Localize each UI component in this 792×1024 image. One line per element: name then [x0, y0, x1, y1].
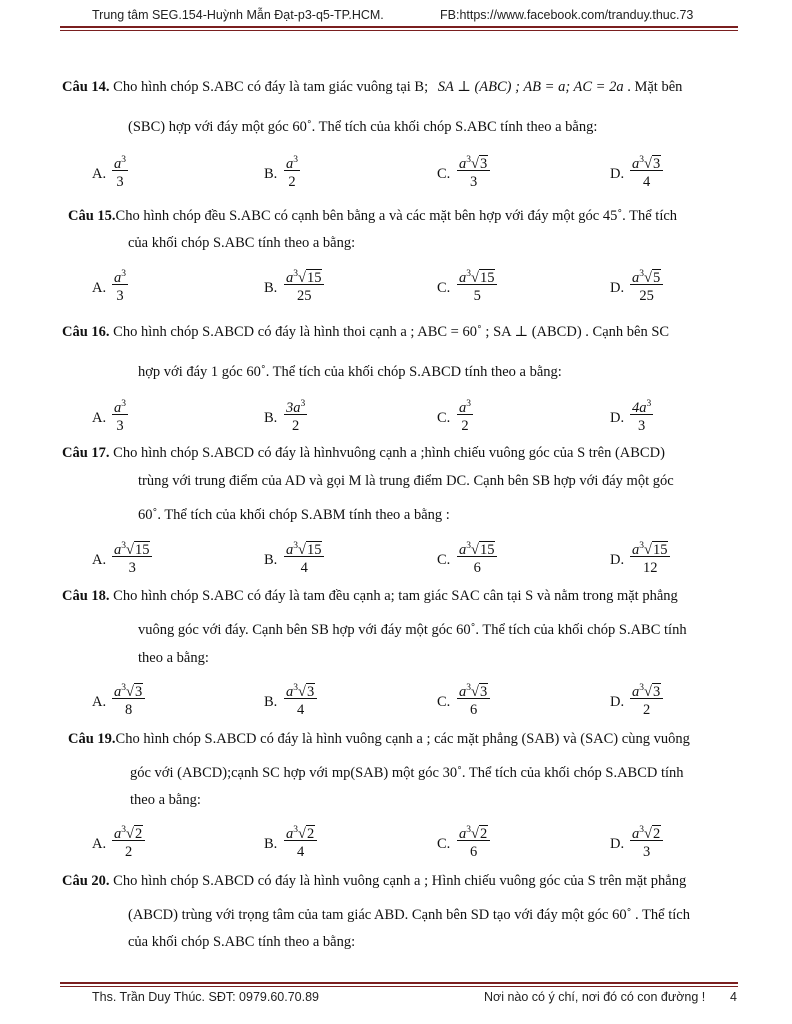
numerator-exponent: 3 — [121, 683, 126, 693]
numerator-base: a — [632, 541, 640, 558]
q19-label: Câu 19. — [68, 731, 116, 747]
q14-line2: (SBC) hợp với đáy một góc 60˚. Thể tích của khối chóp S.ABC tính theo a bằng: — [128, 119, 598, 135]
option-fraction — [112, 820, 145, 861]
sqrt-icon: √2 — [298, 825, 315, 842]
sqrt-icon: √2 — [471, 825, 488, 842]
option-fraction — [284, 264, 324, 305]
numerator-exponent: 3 — [466, 155, 471, 165]
numerator-base: a — [459, 683, 467, 700]
q17-text: Cho hình chóp S.ABCD có đáy là hìnhvuông cạnh a ;hình chiếu vuông góc của S trên (ABCD) — [113, 445, 665, 461]
numerator-base: 3a — [286, 399, 301, 416]
fraction-denominator: 3 — [116, 418, 124, 434]
fraction-denominator: 2 — [124, 844, 133, 860]
numerator-exponent: 3 — [121, 155, 126, 165]
option-fraction — [112, 150, 128, 191]
radicand: 3 — [306, 683, 315, 700]
fraction-numerator — [284, 150, 300, 170]
option-label: B. — [264, 166, 278, 182]
option-label: C. — [437, 694, 451, 710]
numerator-exponent: 3 — [466, 541, 471, 551]
numerator-base: a — [459, 155, 467, 172]
q14-line1 — [62, 80, 682, 95]
fraction-denominator: 2 — [292, 418, 300, 434]
header-facebook: FB:https://www.facebook.com/tranduy.thuc.73 — [440, 8, 694, 22]
q16-line2: hợp với đáy 1 góc 60˚. Thể tích của khối chóp S.ABCD tính theo a bằng: — [138, 364, 562, 380]
fraction-denominator: 3 — [469, 174, 478, 190]
numerator-base: a — [286, 541, 294, 558]
numerator-base: a — [632, 825, 640, 842]
option-fraction — [284, 678, 317, 719]
option-label: B. — [264, 836, 278, 852]
sqrt-icon: √15 — [126, 541, 150, 558]
sqrt-icon: √2 — [644, 825, 661, 842]
sqrt-icon: √15 — [298, 269, 322, 286]
fraction-denominator: 2 — [461, 418, 469, 434]
numerator-base: a — [286, 825, 294, 842]
q17-line2: trùng với trung điểm của AD và gọi M là trung điểm DC. Cạnh bên SB hợp với đáy một góc — [138, 473, 674, 489]
option-label: C. — [437, 836, 451, 852]
fraction-numerator — [284, 264, 324, 284]
fraction-denominator: 3 — [116, 288, 124, 304]
numerator-exponent: 3 — [646, 399, 652, 409]
q19-line1 — [68, 732, 690, 747]
sqrt-icon: √5 — [644, 269, 661, 286]
option-fraction — [112, 264, 128, 305]
sqrt-icon: √15 — [471, 269, 495, 286]
option-label: A. — [92, 552, 107, 568]
numerator-base: a — [286, 683, 294, 700]
option-fraction — [630, 150, 663, 191]
option-fraction — [284, 150, 300, 191]
sqrt-icon: √3 — [298, 683, 315, 700]
fraction-denominator: 4 — [642, 174, 651, 190]
radicand: 15 — [306, 541, 322, 558]
numerator-exponent: 3 — [293, 683, 298, 693]
q16-text: Cho hình chóp S.ABCD có đáy là hình thoi cạnh a ; ABC = 60˚ ; SA ⊥ (ABCD) . Cạnh bên SC — [113, 324, 670, 340]
q19-text: Cho hình chóp S.ABCD có đáy là hình vuông cạnh a ; các mặt phẳng (SAB) và (SAC) cùng vuông — [115, 731, 690, 747]
q19-line3: theo a bằng: — [130, 792, 201, 808]
option-label: D. — [610, 694, 625, 710]
q20-line1 — [62, 874, 686, 889]
fraction-numerator — [457, 536, 497, 556]
numerator-base: a — [632, 155, 640, 172]
option-fraction — [630, 394, 653, 435]
option-fraction — [457, 678, 490, 719]
fraction-denominator: 3 — [128, 560, 136, 576]
option-fraction — [284, 394, 307, 435]
radicand: 15 — [479, 541, 495, 558]
fraction-denominator: 6 — [469, 844, 478, 860]
fraction-numerator — [284, 678, 317, 698]
radicand: 2 — [479, 825, 488, 842]
q18-label: Câu 18. — [62, 588, 110, 604]
option-label: C. — [437, 552, 451, 568]
radicand: 2 — [306, 825, 315, 842]
numerator-base: a — [114, 683, 122, 700]
radicand: 15 — [652, 541, 668, 558]
numerator-base: a — [114, 155, 122, 172]
numerator-base: a — [114, 825, 122, 842]
q20-label: Câu 20. — [62, 873, 110, 889]
q14-math: SA ⊥ (ABC) ; AB = a; AC = 2a — [437, 79, 624, 95]
fraction-numerator — [457, 394, 473, 414]
numerator-exponent: 3 — [300, 399, 306, 409]
option-label: D. — [610, 280, 625, 296]
radicand: 15 — [479, 269, 495, 286]
footer-rule — [60, 982, 738, 984]
q18-line1 — [62, 589, 678, 604]
option-fraction — [284, 536, 324, 577]
numerator-exponent: 3 — [293, 155, 298, 165]
sqrt-icon: √3 — [644, 683, 661, 700]
footer-author: Ths. Trần Duy Thúc. SĐT: 0979.60.70.89 — [92, 990, 319, 1004]
radicand: 2 — [134, 825, 143, 842]
page-number: 4 — [730, 990, 737, 1004]
footer-motto: Nơi nào có ý chí, nơi đó có con đường ! — [484, 990, 706, 1004]
numerator-exponent: 3 — [466, 269, 471, 279]
numerator-base: a — [632, 683, 640, 700]
q18-line3: theo a bằng: — [138, 650, 209, 666]
numerator-exponent: 3 — [121, 399, 126, 409]
numerator-exponent: 3 — [466, 825, 471, 835]
sqrt-icon: √15 — [298, 541, 322, 558]
numerator-base: a — [286, 269, 294, 286]
q19-line2: góc với (ABCD);cạnh SC hợp với mp(SAB) một góc 30˚. Thể tích của khối chóp S.ABCD tính — [130, 765, 684, 781]
q15-line1 — [68, 209, 677, 224]
option-label: D. — [610, 552, 625, 568]
numerator-base: a — [459, 399, 467, 416]
numerator-exponent: 3 — [639, 541, 644, 551]
option-label: B. — [264, 694, 278, 710]
fraction-numerator — [630, 264, 663, 284]
sqrt-icon: √3 — [644, 155, 661, 172]
option-label: B. — [264, 280, 278, 296]
option-fraction — [457, 820, 490, 861]
q20-text: Cho hình chóp S.ABCD có đáy là hình vuông cạnh a ; Hình chiếu vuông góc của S trên mặt phẳng — [113, 873, 687, 889]
numerator-exponent: 3 — [121, 269, 126, 279]
q16-line1 — [62, 325, 669, 340]
option-label: B. — [264, 552, 278, 568]
q14-text: Cho hình chóp S.ABC có đáy là tam giác vuông tại B; — [113, 79, 429, 95]
radicand: 3 — [479, 155, 488, 172]
numerator-base: a — [632, 269, 640, 286]
radicand: 3 — [652, 155, 661, 172]
q17-line3: 60˚. Thể tích của khối chóp S.ABM tính theo a bằng : — [138, 507, 450, 523]
fraction-denominator: 3 — [642, 844, 651, 860]
option-label: D. — [610, 166, 625, 182]
numerator-exponent: 3 — [293, 825, 298, 835]
fraction-denominator: 4 — [300, 560, 308, 576]
radicand: 15 — [306, 269, 322, 286]
fraction-denominator: 12 — [642, 560, 658, 576]
fraction-denominator: 5 — [473, 288, 481, 304]
numerator-exponent: 3 — [639, 683, 644, 693]
fraction-denominator: 6 — [473, 560, 481, 576]
numerator-base: a — [114, 399, 122, 416]
numerator-exponent: 3 — [293, 541, 298, 551]
numerator-base: a — [286, 155, 294, 172]
option-fraction — [284, 820, 317, 861]
q15-text: Cho hình chóp đều S.ABC có cạnh bên bằng a và các mặt bên hợp với đáy một góc 45˚. Thể tích — [115, 208, 678, 224]
q14-label: Câu 14. — [62, 79, 110, 95]
radicand: 3 — [652, 683, 661, 700]
numerator-exponent: 3 — [639, 269, 644, 279]
fraction-denominator: 25 — [296, 288, 312, 304]
header-rule — [60, 26, 738, 28]
q20-line3: của khối chóp S.ABC tính theo a bằng: — [128, 934, 356, 950]
fraction-numerator — [284, 820, 317, 840]
radicand: 5 — [652, 269, 661, 286]
option-label: A. — [92, 280, 107, 296]
radicand: 2 — [652, 825, 661, 842]
numerator-base: a — [114, 541, 122, 558]
q16-label: Câu 16. — [62, 324, 110, 340]
header-rule-thin — [60, 30, 738, 31]
fraction-numerator — [284, 536, 324, 556]
option-fraction — [630, 678, 663, 719]
option-fraction — [630, 264, 663, 305]
footer-rule-thin — [60, 986, 738, 987]
radicand: 3 — [134, 683, 143, 700]
numerator-exponent: 3 — [466, 683, 471, 693]
sqrt-icon: √3 — [471, 155, 488, 172]
option-fraction — [457, 264, 497, 305]
q18-line2: vuông góc với đáy. Cạnh bên SB hợp với đáy một góc 60˚. Thể tích của khối chóp S.ABC tính — [138, 622, 687, 638]
fraction-numerator — [630, 150, 663, 170]
header-center-info: Trung tâm SEG.154-Huỳnh Mẫn Đạt-p3-q5-TP.HCM. — [92, 8, 384, 22]
fraction-denominator: 6 — [469, 702, 478, 718]
option-fraction — [630, 820, 663, 861]
numerator-base: a — [459, 825, 467, 842]
option-label: C. — [437, 280, 451, 296]
fraction-numerator — [630, 678, 663, 698]
option-label: A. — [92, 410, 107, 426]
option-fraction — [457, 536, 497, 577]
fraction-denominator: 2 — [642, 702, 651, 718]
numerator-base: a — [459, 541, 467, 558]
q17-line1 — [62, 446, 665, 461]
option-fraction — [112, 394, 128, 435]
numerator-base: 4a — [632, 399, 647, 416]
fraction-numerator — [457, 678, 490, 698]
fraction-denominator: 2 — [288, 174, 296, 190]
option-label: A. — [92, 166, 107, 182]
fraction-numerator — [457, 820, 490, 840]
fraction-numerator — [112, 150, 128, 170]
fraction-numerator — [630, 536, 670, 556]
sqrt-icon: √15 — [471, 541, 495, 558]
fraction-denominator: 25 — [639, 288, 654, 304]
numerator-exponent: 3 — [466, 399, 471, 409]
fraction-denominator: 8 — [124, 702, 133, 718]
q20-line2: (ABCD) trùng với trọng tâm của tam giác ABD. Cạnh bên SD tạo với đáy một góc 60˚ . Thể tích — [128, 907, 690, 923]
sqrt-icon: √2 — [126, 825, 143, 842]
option-label: D. — [610, 410, 625, 426]
option-label: C. — [437, 166, 451, 182]
numerator-exponent: 3 — [293, 269, 298, 279]
fraction-numerator — [112, 394, 128, 414]
option-label: A. — [92, 836, 107, 852]
sqrt-icon: √15 — [644, 541, 668, 558]
fraction-numerator — [630, 394, 653, 414]
option-label: D. — [610, 836, 625, 852]
fraction-numerator — [112, 536, 152, 556]
option-fraction — [630, 536, 670, 577]
fraction-numerator — [112, 678, 145, 698]
fraction-denominator: 4 — [296, 844, 305, 860]
q15-label: Câu 15. — [68, 208, 116, 224]
numerator-base: a — [114, 269, 122, 286]
fraction-numerator — [284, 394, 307, 414]
option-label: B. — [264, 410, 278, 426]
option-label: A. — [92, 694, 107, 710]
option-fraction — [457, 150, 490, 191]
q18-text: Cho hình chóp S.ABC có đáy là tam đều cạnh a; tam giác SAC cân tại S và nằm trong mặt phẳng — [113, 588, 678, 604]
numerator-exponent: 3 — [639, 825, 644, 835]
fraction-denominator: 4 — [296, 702, 305, 718]
option-fraction — [112, 678, 145, 719]
numerator-exponent: 3 — [639, 155, 644, 165]
option-label: C. — [437, 410, 451, 426]
fraction-numerator — [112, 264, 128, 284]
numerator-exponent: 3 — [121, 825, 126, 835]
fraction-numerator — [112, 820, 145, 840]
q17-label: Câu 17. — [62, 445, 110, 461]
fraction-numerator — [457, 264, 497, 284]
sqrt-icon: √3 — [471, 683, 488, 700]
numerator-exponent: 3 — [121, 541, 126, 551]
radicand: 15 — [134, 541, 150, 558]
numerator-base: a — [459, 269, 467, 286]
option-fraction — [112, 536, 152, 577]
fraction-denominator: 3 — [116, 174, 124, 190]
q14-text-end: . Mặt bên — [627, 79, 683, 95]
option-fraction — [457, 394, 473, 435]
fraction-denominator: 3 — [638, 418, 646, 434]
sqrt-icon: √3 — [126, 683, 143, 700]
fraction-numerator — [630, 820, 663, 840]
fraction-numerator — [457, 150, 490, 170]
radicand: 3 — [479, 683, 488, 700]
q15-line2: của khối chóp S.ABC tính theo a bằng: — [128, 235, 356, 251]
